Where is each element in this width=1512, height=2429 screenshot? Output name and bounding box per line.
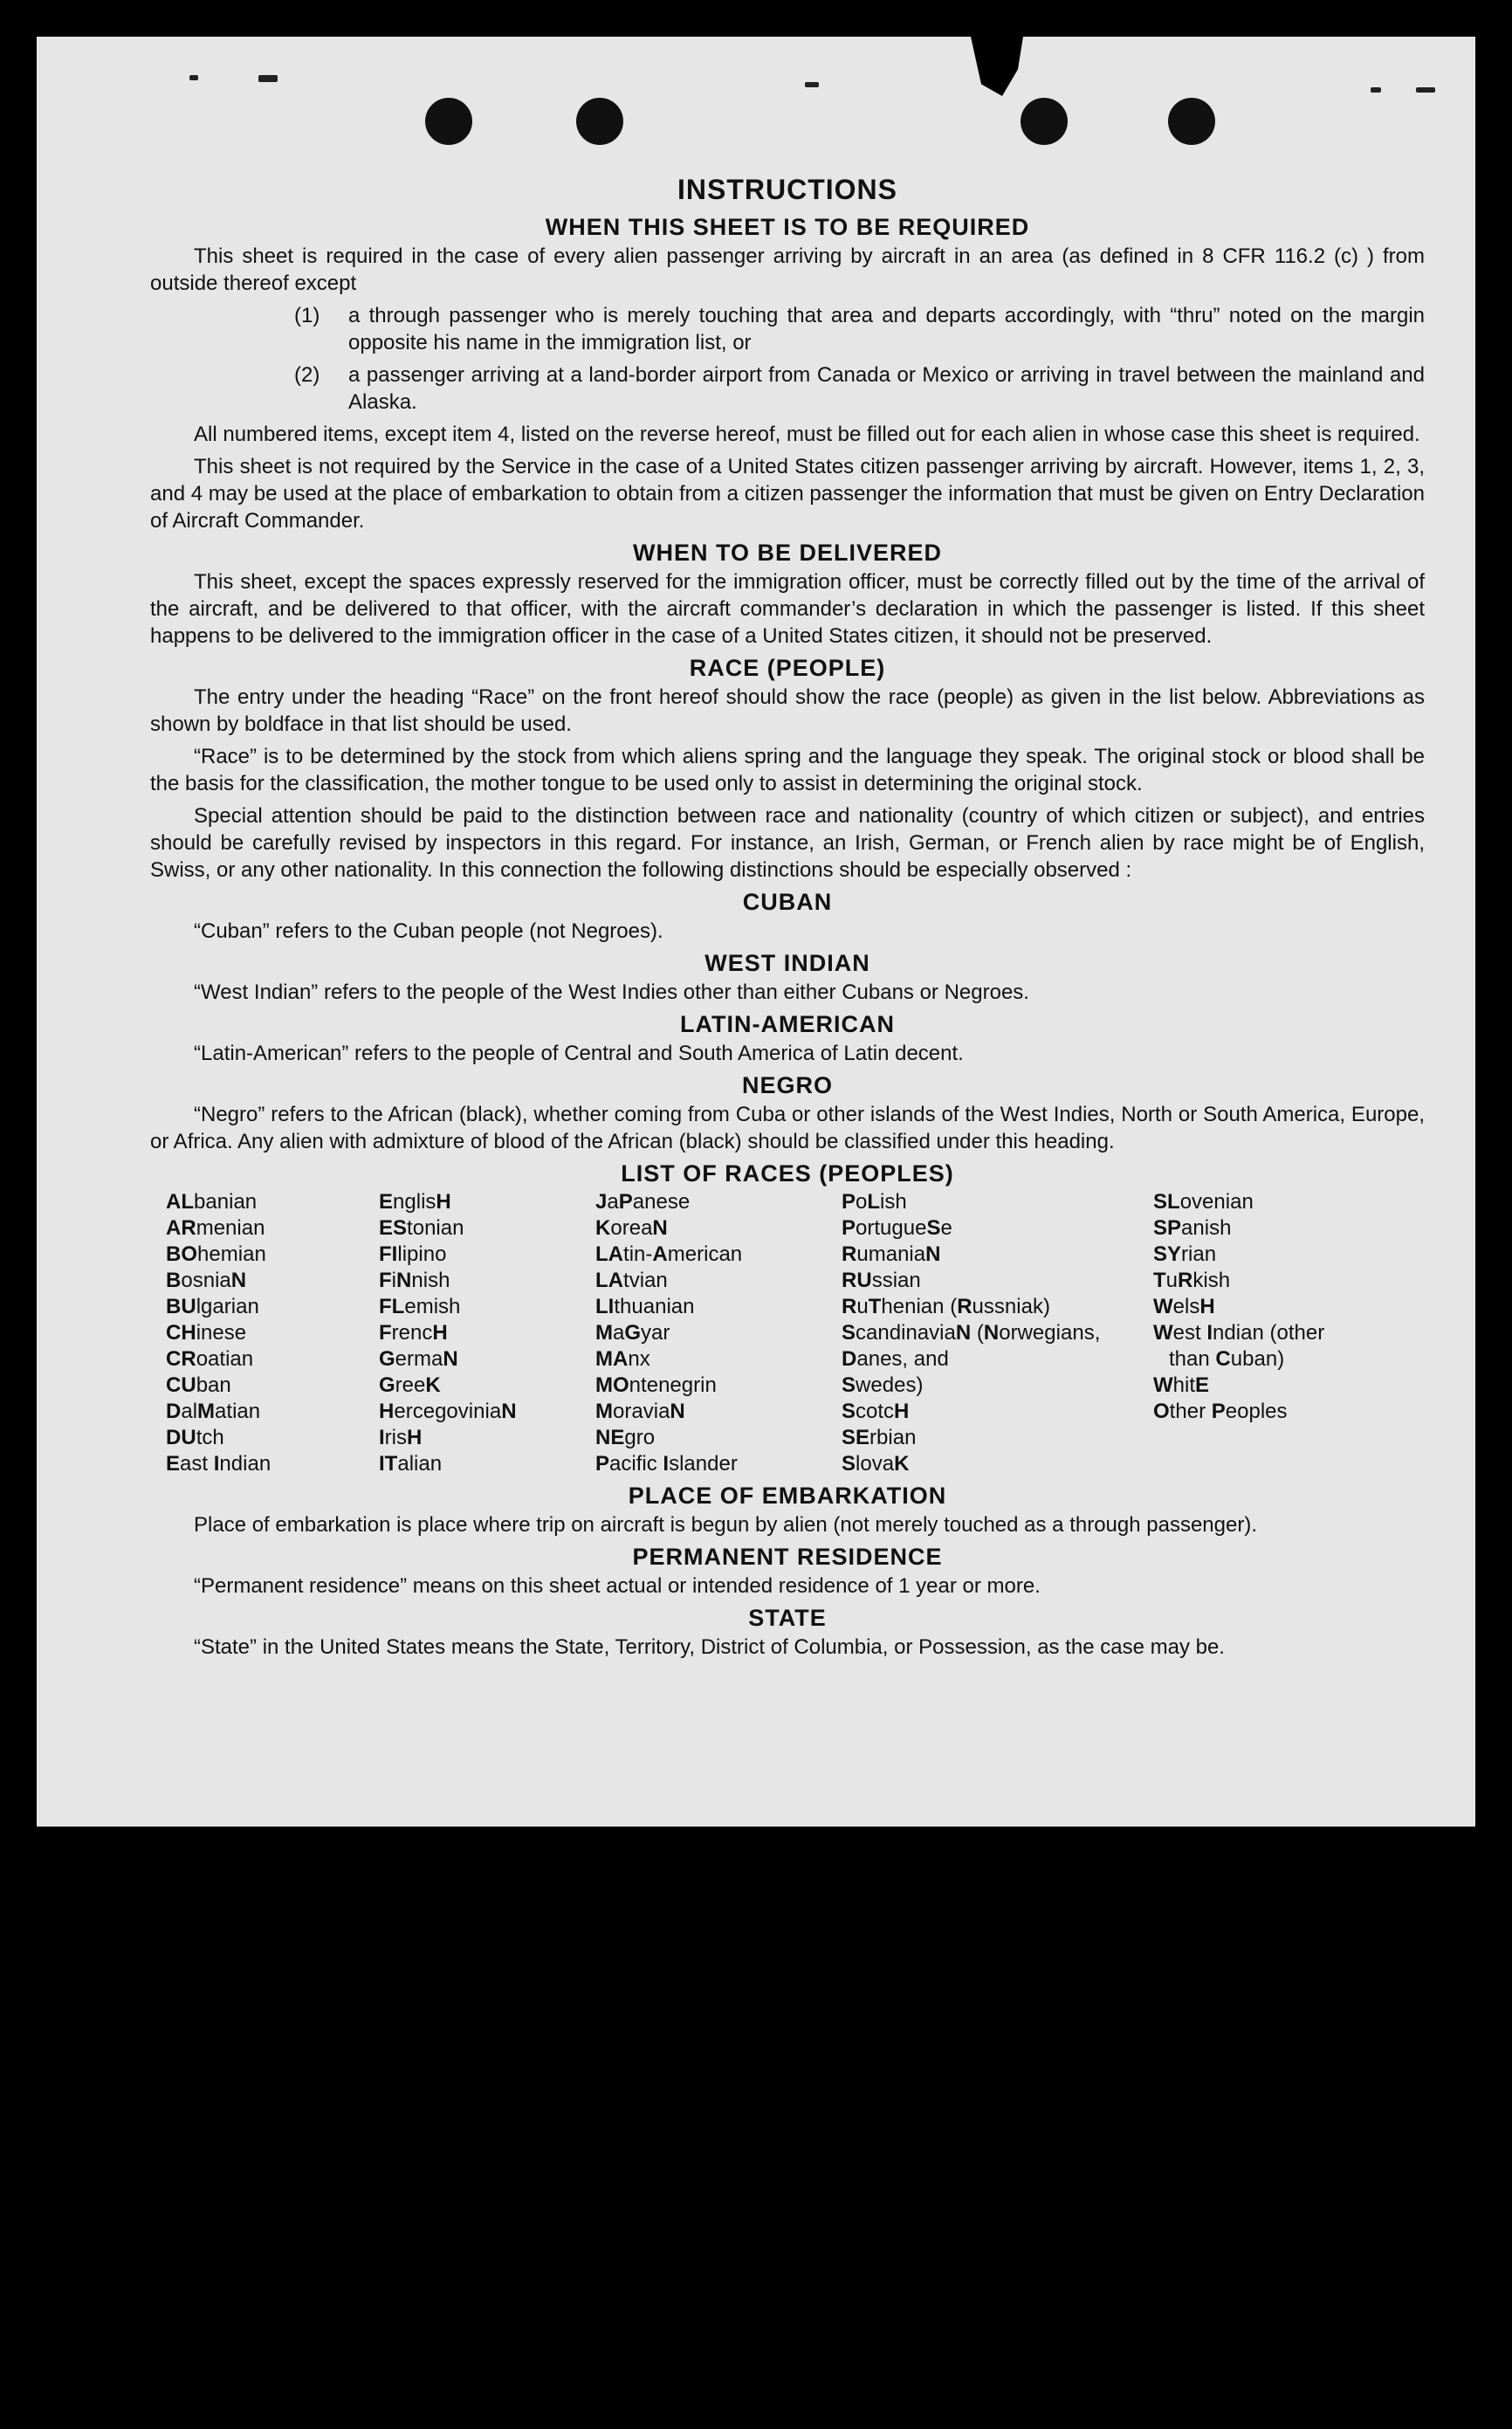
race-entry: CUban [166, 1373, 231, 1397]
section-heading: LATIN-AMERICAN [680, 1011, 895, 1037]
race-entry: DUtch [166, 1426, 224, 1449]
race-entry: LAtin-American [595, 1242, 743, 1266]
race-entry: Other Peoples [1153, 1400, 1288, 1423]
paragraph: “Latin-American” refers to the people of Central and South America of Latin decent. [194, 1042, 964, 1065]
race-entry: BosniaN [166, 1269, 247, 1292]
races-column [1153, 1189, 1380, 1477]
race-entry: MaGyar [595, 1321, 670, 1345]
race-entry: IrisH [379, 1426, 423, 1449]
race-entry: than Cuban) [1169, 1347, 1285, 1371]
paragraph: “Permanent residence” means on this sheet actual or intended residence of 1 year or more. [194, 1574, 1041, 1598]
list-item: (1) a through passenger who is merely touching that area and departs accordingly, with “thru” noted on the margin opposite his name in the immigration list, or [294, 304, 1425, 354]
section-heading: NEGRO [741, 1072, 833, 1098]
race-entry: PoLish [842, 1190, 907, 1214]
races-column [166, 1189, 379, 1477]
race-entry: BUlgarian [166, 1295, 259, 1318]
race-entry: LAtvian [595, 1269, 668, 1292]
race-entry: Danes, and [842, 1347, 949, 1371]
paragraph: “Cuban” refers to the Cuban people (not Negroes). [194, 919, 663, 943]
races-column [379, 1189, 595, 1477]
race-entry: SlovaK [842, 1452, 910, 1476]
race-entry: RuThenian (Russniak) [842, 1295, 1050, 1318]
race-entry: WhitE [1153, 1373, 1210, 1397]
race-entry: ALbanian [166, 1190, 258, 1214]
race-entry: MoraviaN [595, 1400, 685, 1423]
paragraph: This sheet is not required by the Service in the case of a United States citizen passenger arriving by aircraft. However, items 1, 2, 3, and 4 may be used at the place of embarkation to obtain from a citizen passenger the information that must be given on Entry Declaration of Aircraft Commander. [150, 455, 1425, 533]
punch-hole [425, 98, 472, 145]
race-entry: LIthuanian [595, 1295, 695, 1318]
race-entry: PortugueSe [842, 1216, 952, 1240]
speck [1371, 87, 1381, 93]
section-heading: PERMANENT RESIDENCE [632, 1544, 943, 1570]
race-entry: East Indian [166, 1452, 271, 1476]
race-entry: JaPanese [595, 1190, 691, 1214]
race-entry: SPanish [1153, 1216, 1232, 1240]
race-entry: ScandinaviaN (Norwegians, [842, 1321, 1101, 1345]
race-entry: HercegoviniaN [379, 1400, 517, 1423]
paragraph: “Negro” refers to the African (black), whether coming from Cuba or other islands of the West Indies, North or South America, Europe, or Africa. Any alien with admixture of blood of the African (black) should be classified under this heading. [150, 1103, 1425, 1153]
race-entry: SErbian [842, 1426, 917, 1449]
section-heading: LIST OF RACES (PEOPLES) [621, 1160, 954, 1187]
races-list [166, 1189, 1425, 1477]
torn-notch [971, 37, 1023, 96]
speck [1416, 87, 1435, 93]
race-entry: NEgro [595, 1426, 656, 1449]
race-entry: Pacific Islander [595, 1452, 738, 1476]
section-heading: WEST INDIAN [704, 950, 870, 976]
race-entry: ARmenian [166, 1216, 265, 1240]
race-entry: GreeK [379, 1373, 441, 1397]
races-column [595, 1189, 842, 1477]
paragraph: “West Indian” refers to the people of the West Indies other than either Cubans or Negroes. [194, 981, 1029, 1004]
race-entry: MOntenegrin [595, 1373, 717, 1397]
races-column [842, 1189, 1153, 1477]
race-entry: RumaniaN [842, 1242, 941, 1266]
race-entry: DalMatian [166, 1400, 261, 1423]
speck [258, 75, 278, 82]
race-entry: CHinese [166, 1321, 247, 1345]
speck [189, 75, 198, 80]
race-entry: WelsH [1153, 1295, 1215, 1318]
race-entry: FIlipino [379, 1242, 447, 1266]
race-entry: EStonian [379, 1216, 464, 1240]
race-entry: FrencH [379, 1321, 448, 1345]
section-heading: RACE (PEOPLE) [689, 655, 886, 681]
section-heading: PLACE OF EMBARKATION [628, 1483, 947, 1509]
instructions-content [150, 176, 1425, 1666]
race-entry: MAnx [595, 1347, 650, 1371]
race-entry: SYrian [1153, 1242, 1217, 1266]
punch-hole [1168, 98, 1215, 145]
list-item: (2) a passenger arriving at a land-border airport from Canada or Mexico or arriving in travel between the mainland and Alaska. [294, 363, 1425, 414]
paragraph: This sheet is required in the case of every alien passenger arriving by aircraft in an area (as defined in 8 CFR 116.2 (c) ) from outside thereof except [150, 244, 1425, 295]
paragraph: This sheet, except the spaces expressly reserved for the immigration officer, must be correctly filled out by the time of the arrival of the aircraft, and be delivered to that officer, with the aircraft commander’s declaration in which the passenger is listed. If this sheet happens to be delivered to the immigration officer in the case of a United States citizen, it should not be preserved. [150, 570, 1425, 648]
race-entry: GermaN [379, 1347, 458, 1371]
race-entry: EnglisH [379, 1190, 451, 1214]
race-entry: SLovenian [1153, 1190, 1254, 1214]
race-entry: FiNnish [379, 1269, 450, 1292]
race-entry: TuRkish [1153, 1269, 1231, 1292]
paragraph: Special attention should be paid to the distinction between race and nationality (country of which citizen or subject), and entries should be carefully revised by inspectors in this regard. For instance, an Irish, German, or French alien by race might be of English, Swiss, or any other nationality. In this connection the following distinctions should be especially observed : [150, 804, 1425, 882]
paragraph: “State” in the United States means the State, Territory, District of Columbia, or Possession, as the case may be. [194, 1635, 1225, 1659]
race-entry: BOhemian [166, 1242, 266, 1266]
section-heading: WHEN TO BE DELIVERED [632, 540, 943, 566]
document-sheet [37, 37, 1475, 1827]
speck [805, 82, 819, 87]
punch-hole [576, 98, 623, 145]
section-heading: STATE [748, 1605, 827, 1631]
race-entry: FLemish [379, 1295, 461, 1318]
race-entry: CRoatian [166, 1347, 254, 1371]
paragraph: All numbered items, except item 4, listed on the reverse hereof, must be filled out for each alien in whose case this sheet is required. [194, 423, 1420, 446]
race-entry: RUssian [842, 1269, 921, 1292]
race-entry: ScotcH [842, 1400, 910, 1423]
race-entry: West Indian (other [1153, 1321, 1325, 1345]
section-heading: CUBAN [742, 889, 833, 915]
page-title: INSTRUCTIONS [677, 174, 897, 205]
punch-hole [1021, 98, 1068, 145]
section-heading: WHEN THIS SHEET IS TO BE REQUIRED [545, 214, 1030, 240]
paragraph: The entry under the heading “Race” on the front hereof should show the race (people) as given in the list below. Abbreviations as shown by boldface in that list should be used. [150, 685, 1425, 736]
paragraph: Place of embarkation is place where trip on aircraft is begun by alien (not merely touched as a through passenger). [194, 1513, 1257, 1537]
paragraph: “Race” is to be determined by the stock from which aliens spring and the language they speak. The original stock or blood shall be the basis for the classification, the mother tongue to be used only to assist in determining the original stock. [150, 745, 1425, 795]
race-entry: Swedes) [842, 1373, 924, 1397]
race-entry: KoreaN [595, 1216, 668, 1240]
race-entry: ITalian [379, 1452, 443, 1476]
